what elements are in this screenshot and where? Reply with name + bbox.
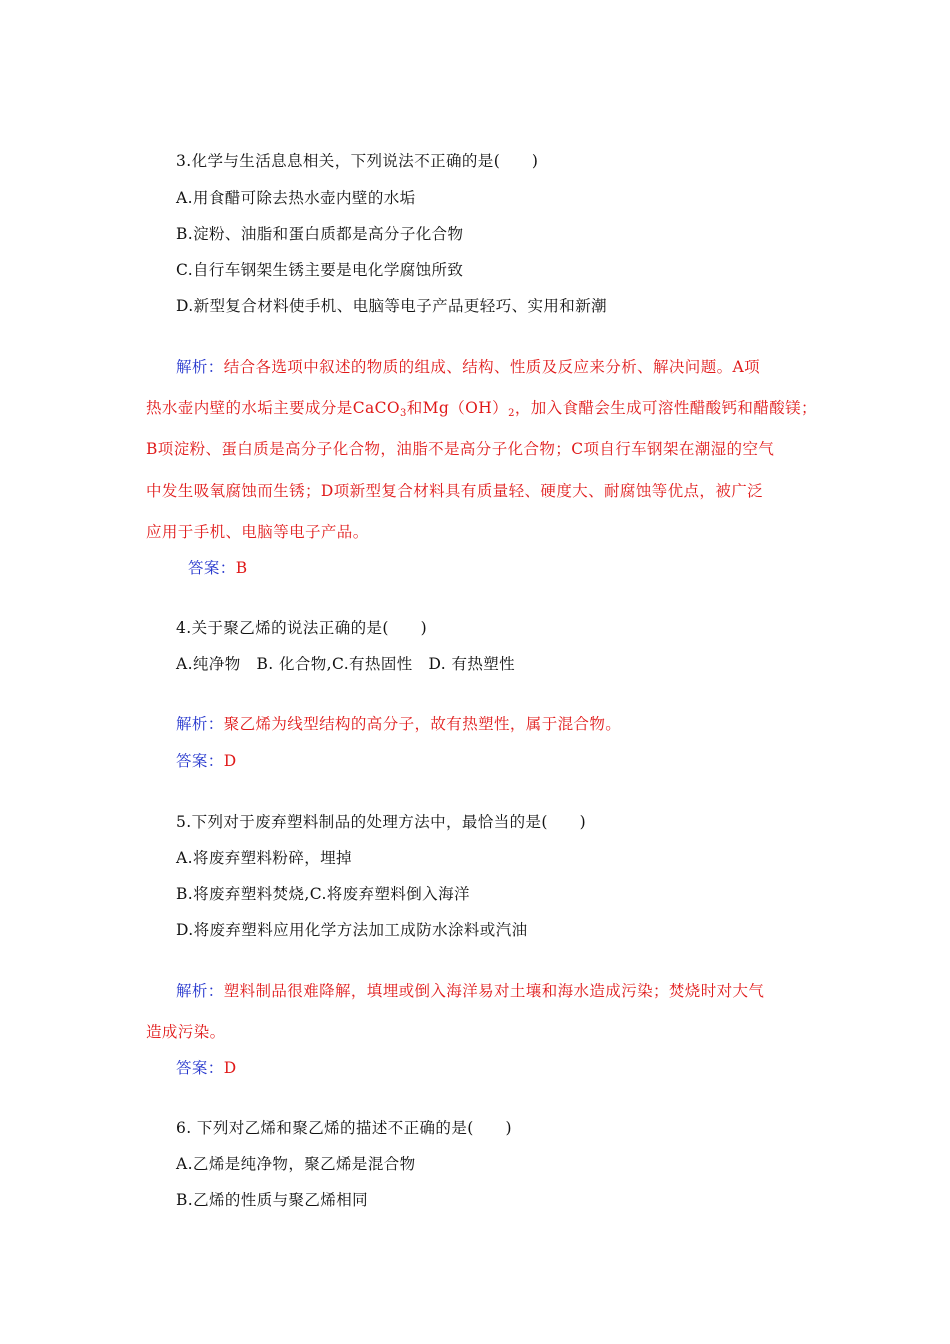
explanation-label: 解析： xyxy=(176,358,224,376)
q4-explanation: 解析：聚乙烯为线型结构的高分子，故有热塑性，属于混合物。 xyxy=(176,715,622,733)
q3-explanation-line-5: 应用于手机、电脑等电子产品。 xyxy=(146,523,369,541)
q5-option-a: A.将废弃塑料粉碎，埋掉 xyxy=(176,849,352,867)
answer-label: 答案： xyxy=(176,752,224,770)
q5-stem: 5.下列对于废弃塑料制品的处理方法中，最恰当的是( ) xyxy=(176,813,587,831)
q3-explanation-line-1: 解析：结合各选项中叙述的物质的组成、结构、性质及反应来分析、解决问题。A项 xyxy=(176,358,760,376)
q3-explanation-line-2: 热水壶内壁的水垢主要成分是CaCO$_3$和$Mg(OH)_2$，加入食醋会生成可溶性醋酸钙和醋酸镁； xyxy=(146,399,817,419)
q4-options: A.纯净物 B. 化合物,C.有热固性 D. 有热塑性 xyxy=(176,655,516,673)
q4-answer xyxy=(176,751,237,771)
q3-option-c: C.自行车钢架生锈主要是电化学腐蚀所致 xyxy=(176,261,464,279)
answer-label: 答案： xyxy=(176,1059,224,1077)
q5-option-d: D.将废弃塑料应用化学方法加工成防水涂料或汽油 xyxy=(176,921,528,939)
answer-label: 答案： xyxy=(188,559,236,577)
q5-explanation-line-2: 造成污染。 xyxy=(146,1023,226,1041)
q3-stem: 3.化学与生活息息相关，下列说法不正确的是( ) xyxy=(176,152,539,170)
q5-option-bc: B.将废弃塑料焚烧,C.将废弃塑料倒入海洋 xyxy=(176,885,470,903)
answer-value: B xyxy=(235,559,248,577)
answer-value: D xyxy=(223,1059,237,1077)
explanation-label: 解析： xyxy=(176,715,224,733)
q3-answer xyxy=(188,558,248,578)
q3-explanation-line-4: 中发生吸氧腐蚀而生锈；D项新型复合材料具有质量轻、硬度大、耐腐蚀等优点，被广泛 xyxy=(146,482,764,500)
q6-option-a: A.乙烯是纯净物，聚乙烯是混合物 xyxy=(176,1155,416,1173)
answer-value: D xyxy=(223,752,237,770)
explanation-label: 解析： xyxy=(176,982,224,1000)
q6-stem: 6. 下列对乙烯和聚乙烯的描述不正确的是( ) xyxy=(176,1119,512,1137)
q6-option-b: B.乙烯的性质与聚乙烯相同 xyxy=(176,1191,369,1209)
q3-option-d: D.新型复合材料使手机、电脑等电子产品更轻巧、实用和新潮 xyxy=(176,297,608,315)
q3-explanation-line-3: B项淀粉、蛋白质是高分子化合物，油脂不是高分子化合物；C项自行车钢架在潮湿的空气 xyxy=(146,440,775,458)
q4-stem: 4.关于聚乙烯的说法正确的是( ) xyxy=(176,619,428,637)
q3-option-a: A.用食醋可除去热水壶内壁的水垢 xyxy=(176,189,416,207)
q5-explanation-line-1: 解析：塑料制品很难降解，填埋或倒入海洋易对土壤和海水造成污染；焚烧时对大气 xyxy=(176,982,765,1000)
q5-answer xyxy=(176,1058,237,1078)
q3-option-b: B.淀粉、油脂和蛋白质都是高分子化合物 xyxy=(176,225,464,243)
